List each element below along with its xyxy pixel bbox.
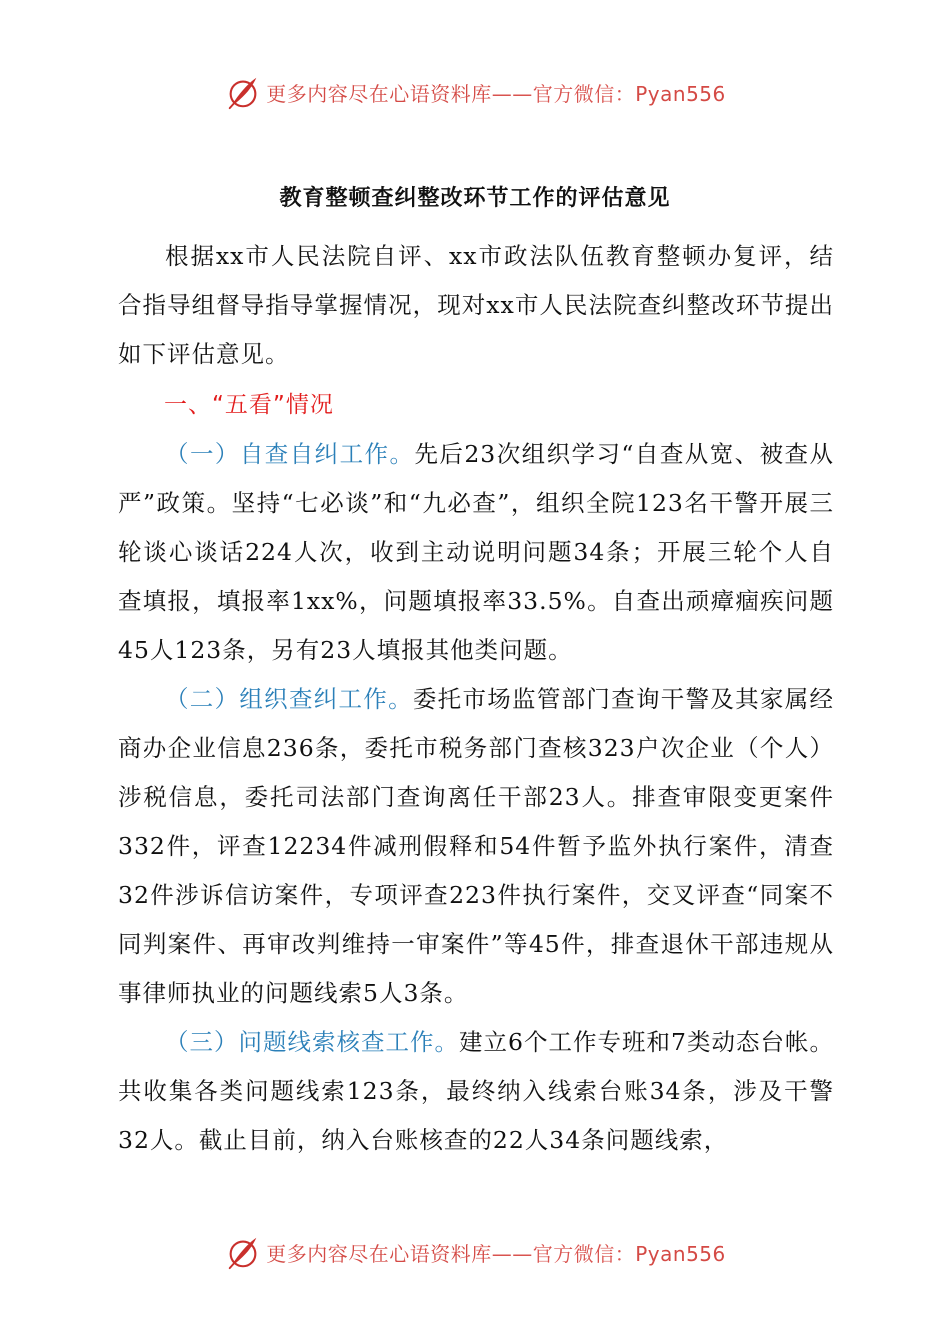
watermark-wechat-label: 官方微信： [532,1241,636,1266]
paragraph-body: 委托市场监管部门查询干警及其家属经商办企业信息236条，委托市税务部门查核323户次企业（个人）涉税信息，委托司法部门查询离任干部23人。排查审限变更案件332件，评查12234件减刑假释和54件暂予监外执行案件，清查32件涉诉信访案件，专项评查223件执行案件，交叉评查“同案不同判案件、再审改判维持一审案件”等45件，排查退休干部违规从事律师执业的问题线索5人3条。 [118,685,835,1007]
document-body [118,232,834,1165]
watermark-wechat-id: Pyan556 [635,81,726,106]
paragraph-item [118,675,834,1018]
watermark-footer [0,1232,950,1272]
watermark-text [266,1238,726,1267]
paragraph-item [118,430,834,675]
sub-heading: （二）组织查纠工作。 [165,685,413,713]
section-heading: 一、“五看”情况 [164,392,334,418]
watermark-wechat-id: Pyan556 [635,1241,726,1266]
watermark-main-text: 更多内容尽在心语资料库 [266,1241,492,1266]
feather-pen-icon [224,1233,262,1271]
watermark-text [266,78,726,107]
sub-heading: （三）问题线索核查工作。 [165,1028,460,1056]
intro-paragraph: 根据xx市人民法院自评、xx市政法队伍教育整顿办复评，结合指导组督导指导掌握情况，现对xx市人民法院查纠整改环节提出如下评估意见。 [118,242,834,368]
paragraph-body: 建立6个工作专班和7类动态台帐。共收集各类问题线索123条，最终纳入线索台账34条，涉及干警32人。截止目前，纳入台账核查的22人34条问题线索， [118,1028,835,1154]
watermark-dash: —— [491,81,533,106]
document-title: 教育整顿查纠整改环节工作的评估意见 [279,185,671,211]
watermark-header [0,72,950,112]
watermark-wechat-label: 官方微信： [532,81,636,106]
sub-heading: （一）自查自纠工作。 [165,440,415,468]
feather-pen-icon [224,73,262,111]
paragraph-body: 先后23次组织学习“自查从宽、被查从严”政策。坚持“七必谈”和“九必查”，组织全院123名干警开展三轮谈心谈话224人次，收到主动说明问题34条；开展三轮个人自查填报，填报率1xx%，问题填报率33.5%。自查出顽瘴痼疾问题45人123条，另有23人填报其他类问题。 [118,440,834,664]
watermark-main-text: 更多内容尽在心语资料库 [266,81,492,106]
paragraph-item [118,1018,834,1165]
watermark-dash: —— [491,1241,533,1266]
